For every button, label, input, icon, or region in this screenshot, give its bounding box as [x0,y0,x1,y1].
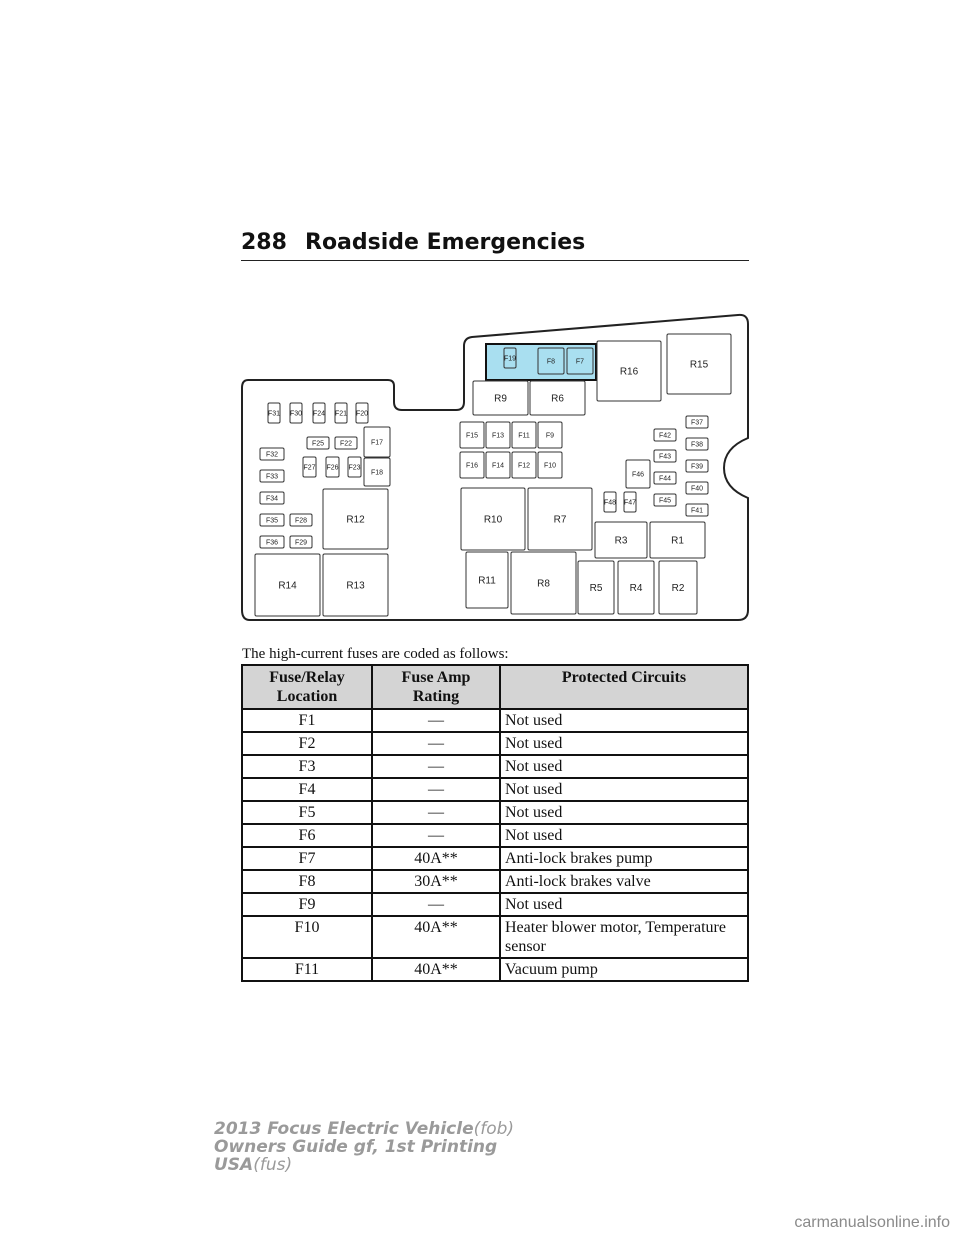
label-f18: F18 [370,469,384,477]
table-row [242,916,748,958]
label-f39: F39 [690,463,704,471]
label-r16: R16 [619,366,639,378]
cell-location: F2 [242,732,372,755]
table-header-location: Fuse/Relay Location [242,665,372,709]
label-f15: F15 [465,432,479,440]
cell-circuit: Not used [500,824,748,847]
label-f29: F29 [294,539,308,547]
label-f17: F17 [370,439,384,447]
cell-circuit: Anti-lock brakes pump [500,847,748,870]
label-f24: F24 [312,410,326,418]
cell-rating: 40A** [372,958,500,981]
label-f9: F9 [545,432,555,440]
label-r7: R7 [553,514,567,526]
cell-circuit: Not used [500,893,748,916]
cell-circuit: Anti-lock brakes valve [500,870,748,893]
label-f8: F8 [546,358,556,366]
label-f26: F26 [326,464,339,472]
label-f37: F37 [690,419,704,427]
table-row [242,801,748,824]
label-f23: F23 [348,464,361,472]
section-title: Roadside Emergencies [305,230,586,255]
label-r14: R14 [278,580,297,592]
label-r11: R11 [478,575,496,587]
table-row [242,755,748,778]
label-r9: R9 [494,393,507,405]
label-r6: R6 [551,393,564,405]
table-row [242,870,748,893]
cell-circuit: Not used [500,801,748,824]
cell-circuit: Not used [500,732,748,755]
label-r3: R3 [614,535,628,547]
label-f30: F30 [289,410,303,418]
footer-line3: USA [214,1155,254,1175]
cell-location: F4 [242,778,372,801]
cell-rating: — [372,755,500,778]
label-f36: F36 [265,539,279,547]
label-f44: F44 [658,475,672,483]
cell-circuit: Not used [500,709,748,732]
label-f33: F33 [265,473,279,481]
label-r10: R10 [483,514,503,526]
fuse-box-diagram [240,312,750,626]
table-row [242,732,748,755]
intro-text: The high-current fuses are coded as follows: [242,646,509,662]
label-r4: R4 [629,583,643,594]
table-row [242,824,748,847]
table-row [242,958,748,981]
label-f41: F41 [690,507,704,515]
label-r15: R15 [689,359,709,371]
label-f14: F14 [491,462,505,470]
label-f46: F46 [631,471,645,479]
label-f48: F48 [603,499,617,507]
label-f31: F31 [267,410,281,418]
label-f27: F27 [303,464,316,472]
label-f13: F13 [491,432,505,440]
cell-location: F3 [242,755,372,778]
cell-location: F9 [242,893,372,916]
label-f45: F45 [658,497,672,505]
cell-circuit: Vacuum pump [500,958,748,981]
table-row [242,778,748,801]
label-f28: F28 [294,517,308,525]
footer-line2: Owners Guide gf, 1st Printing [214,1137,498,1157]
cell-rating: — [372,709,500,732]
cell-rating: 40A** [372,847,500,870]
watermark: carmanualsonline.info [794,1214,950,1231]
cell-location: F7 [242,847,372,870]
label-r8: R8 [537,578,550,590]
footer [214,1120,514,1174]
label-f38: F38 [690,441,704,449]
footer-line1: 2013 Focus Electric Vehicle [214,1119,474,1139]
table-header-rating: Fuse Amp Rating [372,665,500,709]
cell-location: F8 [242,870,372,893]
label-f42: F42 [658,432,672,440]
label-f19: F19 [503,355,517,363]
cell-location: F11 [242,958,372,981]
footer-line1-code: (fob) [473,1119,515,1139]
cell-rating: — [372,824,500,847]
cell-rating: 40A** [372,916,500,958]
label-f25: F25 [311,440,325,448]
cell-location: F5 [242,801,372,824]
label-f21: F21 [334,410,348,418]
page-header [241,230,749,261]
cell-circuit: Not used [500,778,748,801]
table-row [242,847,748,870]
label-f47: F47 [623,499,637,507]
label-f35: F35 [265,517,279,525]
label-f22: F22 [339,440,353,448]
cell-circuit: Not used [500,755,748,778]
table-header-circuits: Protected Circuits [500,665,748,709]
label-f7: F7 [575,358,585,366]
cell-location: F1 [242,709,372,732]
label-r2: R2 [671,583,685,594]
fuse-table [241,664,749,982]
cell-circuit: Heater blower motor, Temperature sensor [500,916,748,958]
label-f32: F32 [265,451,279,459]
label-f11: F11 [518,432,530,440]
table-row [242,893,748,916]
table-row [242,709,748,732]
cell-rating: — [372,893,500,916]
label-f40: F40 [690,485,704,493]
cell-location: F6 [242,824,372,847]
label-f34: F34 [265,495,279,503]
label-r13: R13 [346,580,365,592]
footer-line3-code: (fus) [253,1155,293,1175]
label-r5: R5 [589,583,603,594]
cell-location: F10 [242,916,372,958]
label-r1: R1 [671,535,684,547]
cell-rating: — [372,732,500,755]
label-f12: F12 [517,462,531,470]
page-number: 288 [241,230,287,255]
label-f43: F43 [658,453,672,461]
label-f20: F20 [355,410,369,418]
fuse-boxes [255,334,731,616]
label-f10: F10 [543,462,557,470]
cell-rating: 30A** [372,870,500,893]
cell-rating: — [372,778,500,801]
cell-rating: — [372,801,500,824]
label-f16: F16 [465,462,479,470]
label-r12: R12 [346,514,365,526]
